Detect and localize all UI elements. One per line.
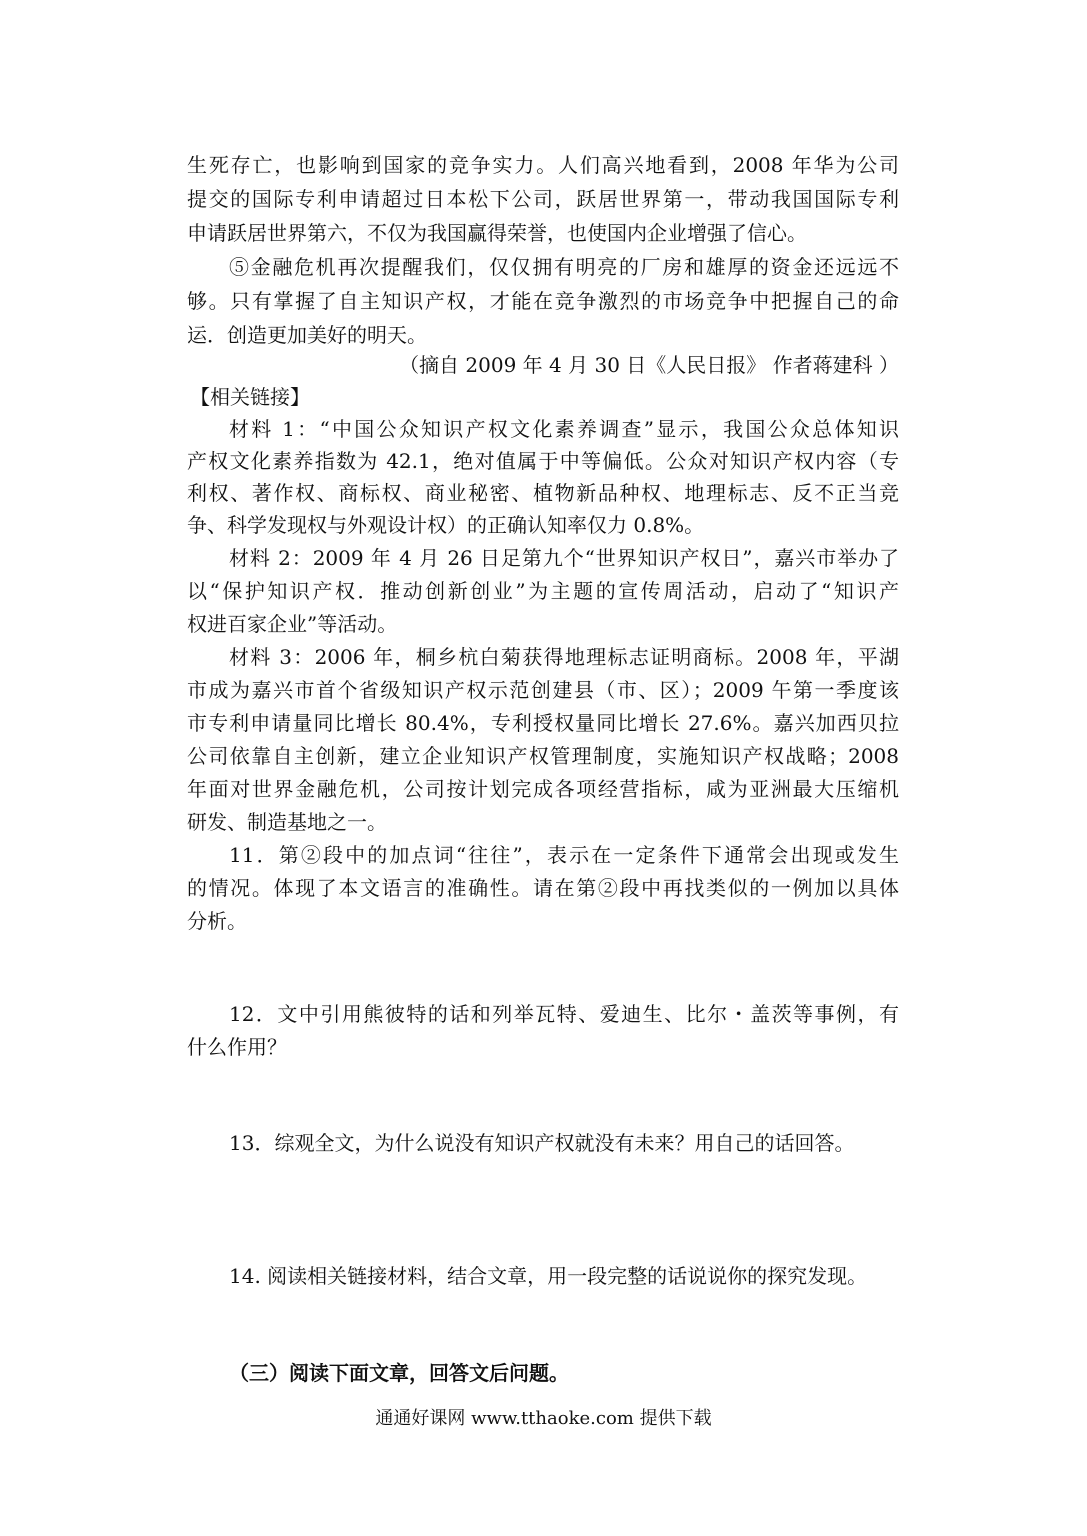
source-citation: （摘自 2009 年 4 月 30 日《人民日报》 作者蒋建科 ） [399, 353, 899, 377]
material-1-line-2: 产权文化素养指数为 42.1，绝对值属于中等偏低。公众对知识产权内容（专 [187, 449, 899, 473]
question-13: 13．综观全文，为什么说没有知识产权就没有未来？用自己的话回答。 [229, 1131, 855, 1155]
page-footer: 通通好课网 www.tthaoke.com 提供下载 [375, 1408, 712, 1429]
paragraph-5-line-1: ⑤金融危机再次提醒我们，仅仅拥有明亮的厂房和雄厚的资金还远远不 [229, 255, 899, 279]
material-3-line-2: 市成为嘉兴市首个省级知识产权示范创建县（市、区）；2009 午第一季度该 [187, 678, 899, 702]
section-3-heading: （三）阅读下面文章，回答文后问题。 [229, 1361, 569, 1385]
paragraph-4-line-1: 生死存亡，也影响到国家的竞争实力。人们高兴地看到，2008 年华为公司 [187, 153, 899, 177]
question-11-line-1: 11．第②段中的加点词“往往”，表示在一定条件下通常会出现或发生 [229, 843, 899, 867]
material-1-line-1: 材料 1：“中国公众知识产权文化素养调查”显示，我国公众总体知识 [229, 417, 899, 441]
question-12-line-1: 12．文中引用熊彼特的话和列举瓦特、爱迪生、比尔・盖茨等事例，有 [229, 1002, 899, 1026]
question-11-line-2: 的情况。体现了本文语言的准确性。请在第②段中再找类似的一例加以具体 [187, 876, 899, 900]
material-2-line-1: 材料 2：2009 年 4 月 26 日足第九个“世界知识产权日”，嘉兴市举办了 [229, 546, 899, 570]
paragraph-5-line-2: 够。只有掌握了自主知识产权，才能在竞争激烈的市场竞争中把握自己的命 [187, 289, 899, 313]
paragraph-4-line-3: 申请跃居世界第六，不仅为我国赢得荣誉，也使国内企业增强了信心。 [187, 221, 807, 245]
question-11-line-3: 分析。 [187, 909, 247, 933]
question-14: 14. 阅读相关链接材料，结合文章，用一段完整的话说说你的探究发现。 [229, 1264, 868, 1288]
question-12-line-2: 什么作用？ [187, 1035, 287, 1059]
material-1-line-4: 争、科学发现权与外观设计权）的正确认知率仅力 0.8%。 [187, 513, 705, 537]
material-3-line-1: 材料 3：2006 年，桐乡杭白菊获得地理标志证明商标。2008 年，平湖 [229, 645, 899, 669]
material-3-line-5: 年面对世界金融危机，公司按计划完成各项经营指标，咸为亚洲最大压缩机 [187, 777, 899, 801]
material-2-line-3: 权进百家企业”等活动。 [187, 612, 398, 636]
material-2-line-2: 以“保护知识产权．推动创新创业”为主题的宣传周活动，启动了“知识产 [187, 579, 899, 603]
related-links-heading: 【相关链接】 [190, 385, 310, 409]
paragraph-4-line-2: 提交的国际专利申请超过日本松下公司，跃居世界第一，带动我国国际专利 [187, 187, 899, 211]
paragraph-5-line-3: 运．创造更加美好的明天。 [187, 323, 427, 347]
material-1-line-3: 利权、著作权、商标权、商业秘密、植物新品种权、地理标志、反不正当竞 [187, 481, 899, 505]
material-3-line-6: 研发、制造基地之一。 [187, 810, 387, 834]
material-3-line-4: 公司依靠自主创新，建立企业知识产权管理制度，实施知识产权战略；2008 [187, 744, 899, 768]
material-3-line-3: 市专利申请量同比增长 80.4%，专利授权量同比增长 27.6%。嘉兴加西贝拉 [187, 711, 899, 735]
